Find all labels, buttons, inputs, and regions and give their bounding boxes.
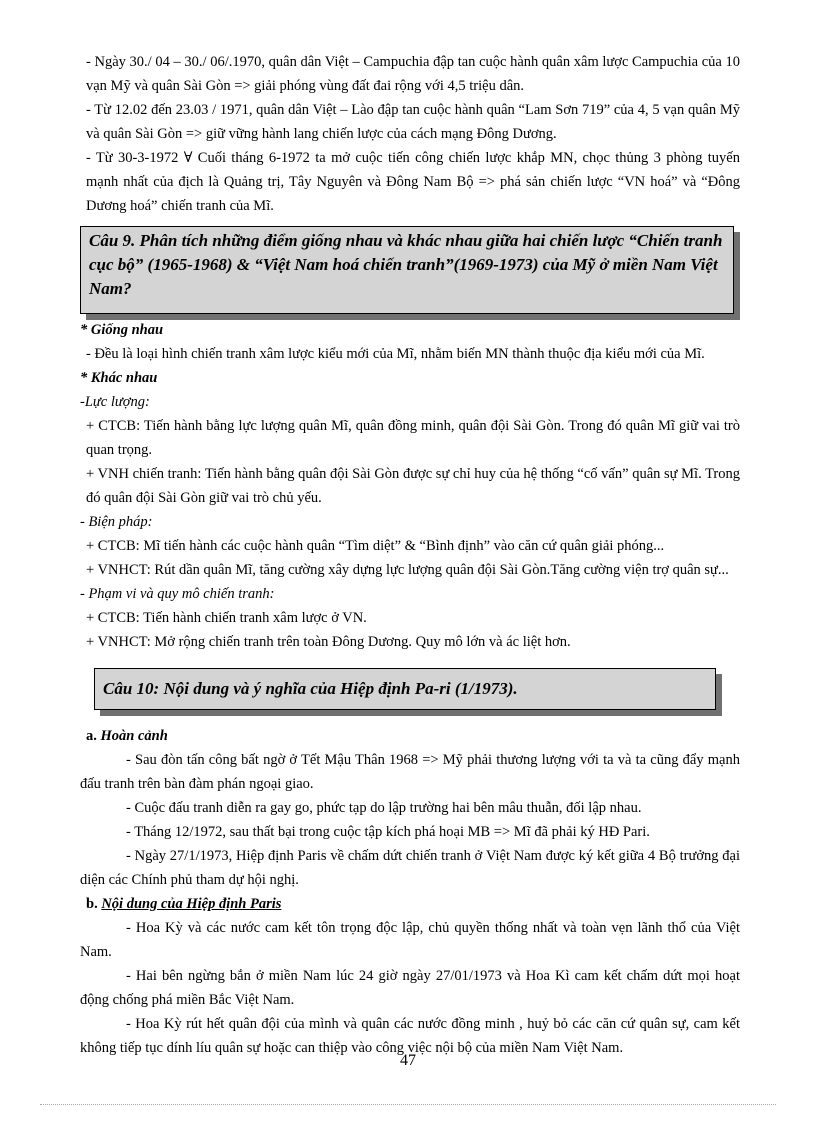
section-b-heading <box>80 892 740 916</box>
context-paragraph-1: - Sau đòn tấn công bất ngờ ở Tết Mậu Thân 1968 => Mỹ phải thương lượng với ta và ta cũng đẩy mạnh đấu tranh trên bàn đàm phán ngoại giao. <box>80 752 740 792</box>
section-a-heading <box>80 724 740 748</box>
context-paragraph-4: - Ngày 27/1/1973, Hiệp định Paris về chấm dứt chiến tranh ở Việt Nam được ký kết giữa 4 Bộ trưởng đại diện các Chính phủ tham dự hội nghị. <box>80 848 740 888</box>
content-paragraph-1: - Hoa Kỳ và các nước cam kết tôn trọng độc lập, chủ quyền thống nhất và toàn vẹn lãnh thổ của Việt Nam. <box>80 920 740 960</box>
section-a-title: Hoàn cảnh <box>100 728 168 744</box>
methods-item-ctcb: + CTCB: Mĩ tiến hành các cuộc hành quân “Tìm diệt” & “Bình định” vào căn cứ quân giải phóng... <box>86 538 665 554</box>
similarities-heading: * Giống nhau <box>80 322 164 338</box>
content-paragraph-3: - Hoa Kỳ rút hết quân đội của mình và quân các nước đồng minh , huỷ bỏ các căn cứ quân sự, cam kết không tiếp tục dính líu quân sự hoặc can thiệp vào công việc nội bộ của miền Nam Việt Nam. <box>80 1016 740 1056</box>
intro-paragraph-3: - Từ 30-3-1972 ∀ Cuối tháng 6-1972 ta mở cuộc tiến công chiến lược khắp MN, chọc thủng 3 phòng tuyến mạnh nhất của địch là Quảng trị, Tây Nguyên và Đông Nam Bộ => phá sản chiến lược “VN hoá” và “Đông Dương hoá” chiến tranh của Mĩ. <box>86 150 740 214</box>
methods-heading: - Biện pháp: <box>80 514 153 530</box>
page-number: 47 <box>400 1052 416 1069</box>
intro-paragraph-1: - Ngày 30./ 04 – 30./ 06/.1970, quân dân Việt – Campuchia đập tan cuộc hành quân xâm lược Campuchia của 10 vạn Mỹ và quân Sài Gòn => giải phóng vùng đất đai rộng với 4,5 triệu dân. <box>86 54 740 94</box>
scope-item-ctcb: + CTCB: Tiến hành chiến tranh xâm lược ở VN. <box>86 610 367 626</box>
footer-divider <box>40 1104 776 1105</box>
question-10-title: Câu 10: Nội dung và ý nghĩa của Hiệp định Pa-ri (1/1973). <box>103 679 518 698</box>
section-a-label: a. <box>86 728 97 744</box>
section-b-label: b. <box>86 896 98 912</box>
forces-heading: -Lực lượng: <box>80 394 150 410</box>
differences-heading: * Khác nhau <box>80 370 158 386</box>
content-paragraph-2: - Hai bên ngừng bắn ở miền Nam lúc 24 giờ ngày 27/01/1973 và Hoa Kì cam kết chấm dứt mọi hoạt động chống phá miền Bắc Việt Nam. <box>80 968 740 1008</box>
question-9-heading-box <box>80 226 734 314</box>
question-10-heading-box <box>94 668 716 710</box>
context-paragraph-2: - Cuộc đấu tranh diễn ra gay go, phức tạp do lập trường hai bên mâu thuẫn, đối lập nhau. <box>126 800 642 816</box>
similarities-text: - Đều là loại hình chiến tranh xâm lược kiểu mới của Mĩ, nhằm biến MN thành thuộc địa kiểu mới của Mĩ. <box>86 346 705 362</box>
intro-paragraph-2: - Từ 12.02 đến 23.03 / 1971, quân dân Việt – Lào đập tan cuộc hành quân “Lam Sơn 719” của 4, 5 vạn quân Mỹ và quân Sài Gòn => giữ vững hành lang chiến lược của cách mạng Đông Dương. <box>86 102 740 142</box>
forces-item-vnh: + VNH chiến tranh: Tiến hành bằng quân đội Sài Gòn được sự chỉ huy của hệ thống “cố vấn” quân sự Mĩ. Trong đó quân đội Sài Gòn giữ vai trò chủ yếu. <box>86 466 740 506</box>
page-content <box>80 50 740 1060</box>
forces-item-ctcb: + CTCB: Tiến hành bằng lực lượng quân Mĩ, quân đồng minh, quân đội Sài Gòn. Trong đó quân Mĩ giữ vai trò quan trọng. <box>86 418 740 458</box>
section-b-title: Nội dung của Hiệp định Paris <box>101 896 282 912</box>
scope-heading: - Phạm vi và quy mô chiến tranh: <box>80 586 275 602</box>
context-paragraph-3: - Tháng 12/1972, sau thất bại trong cuộc tập kích phá hoại MB => Mĩ đã phải ký HĐ Pari. <box>126 824 650 840</box>
question-9-title: Câu 9. Phân tích những điểm giống nhau và khác nhau giữa hai chiến lược “Chiến tranh cục bộ” (1965-1968) & “Việt Nam hoá chiến tranh”(1969-1973) của Mỹ ở miền Nam Việt Nam? <box>89 231 723 298</box>
methods-item-vnhct: + VNHCT: Rút dần quân Mĩ, tăng cường xây dựng lực lượng quân đội Sài Gòn.Tăng cường viện trợ quân sự... <box>86 562 729 578</box>
scope-item-vnhct: + VNHCT: Mở rộng chiến tranh trên toàn Đông Dương. Quy mô lớn và ác liệt hơn. <box>86 634 571 650</box>
